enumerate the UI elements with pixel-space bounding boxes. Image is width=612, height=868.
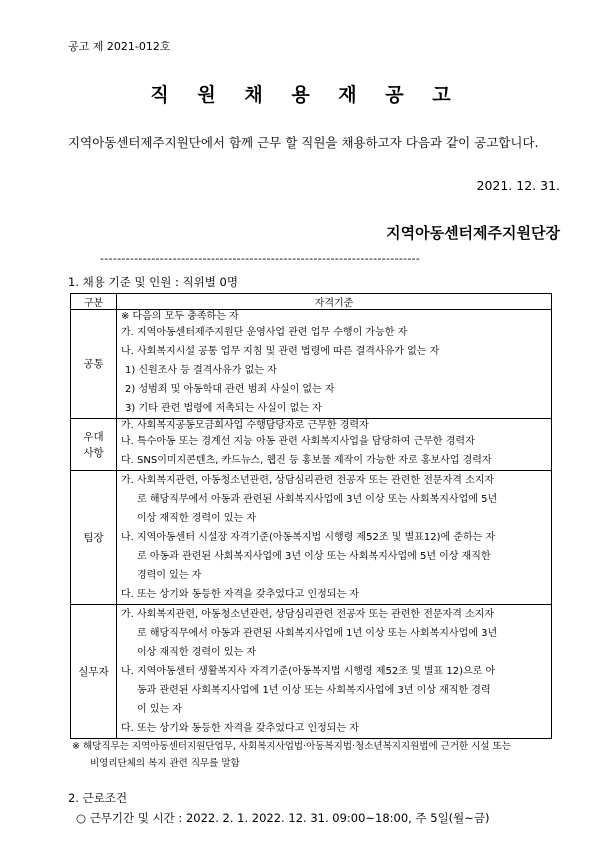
category-staff: 실무자 <box>71 605 117 739</box>
criteria-cell-staff <box>117 605 552 739</box>
criteria-line: 다. 또는 상기와 동등한 자격을 갖추었다고 인정되는 자 <box>121 589 359 600</box>
criteria-table <box>70 293 552 739</box>
footnote-line: 비영리단체의 복지 관련 직무를 말함 <box>90 758 240 769</box>
criteria-cell-team-leader <box>117 471 552 605</box>
notice-number: 공고 제 2021-012호 <box>68 40 171 53</box>
criteria-line: 나. 사회복지시설 공통 업무 지침 및 관련 법령에 따른 결격사유가 없는 자 <box>121 346 440 357</box>
criteria-line: 로 해당직무에서 아동과 관련된 사회복지사업에 1년 이상 또는 사회복지사업에 3년 <box>137 628 498 639</box>
criteria-line: 2) 성범죄 및 아동학대 관련 범죄 사실이 없는 자 <box>125 384 335 395</box>
criteria-line: 나. 지역아동센터 시설장 자격기준(아동복지법 시행령 제52조 및 별표12)에 준하는 자 <box>121 532 496 543</box>
criteria-line: 경력이 있는 자 <box>137 570 202 581</box>
criteria-line: 로 아동과 관련된 사회복지사업에 3년 이상 또는 사회복지사업에 5년 이상 재직한 <box>137 551 491 562</box>
section1-title: 1. 채용 기준 및 인원 : 직위별 0명 <box>68 275 238 289</box>
criteria-line: 로 해당직무에서 아동과 관련된 사회복지사업에 3년 이상 또는 사회복지사업에 5년 <box>137 494 498 505</box>
header-category: 구분 <box>71 294 117 310</box>
criteria-line: 가. 사회복지관련, 아동청소년관련, 상담심리관련 전공자 또는 관련한 전문자격 소지자 <box>121 609 495 620</box>
page-title: 직 원 채 용 재 공 고 <box>150 84 462 106</box>
organization-signature: 지역아동센터제주지원단장 <box>386 224 560 242</box>
section2-title: 2. 근로조건 <box>68 791 128 805</box>
criteria-line: 1) 신원조사 등 결격사유가 없는 자 <box>125 365 277 376</box>
category-team-leader: 팀장 <box>71 471 117 605</box>
criteria-cell-preferred <box>117 419 552 471</box>
criteria-line: 나. 특수아동 또는 경계선 지능 아동 관련 사회복지사업을 담당하여 근무한 경력자 <box>121 436 475 447</box>
table-row-team-leader <box>71 471 552 605</box>
criteria-line: 동과 관련된 사회복지사업에 1년 이상 또는 사회복지사업에 3년 이상 재직한 경력 <box>137 685 491 696</box>
table-row-common <box>71 310 552 419</box>
criteria-line: 가. 지역아동센터제주지원단 운영사업 관련 업무 수행이 가능한 자 <box>121 327 408 338</box>
criteria-line: 다. SNS이미지콘텐츠, 카드뉴스, 웹진 등 홍보물 제작이 가능한 자로 홍보사업 경력자 <box>121 455 492 466</box>
criteria-cell-common <box>117 310 552 419</box>
category-common: 공통 <box>71 310 117 419</box>
table-header-row <box>71 294 552 310</box>
work-period-item <box>76 810 490 826</box>
bullet-icon: ○ <box>76 811 87 825</box>
table-row-staff <box>71 605 552 739</box>
category-preferred: 우대 사항 <box>71 419 117 471</box>
footnote <box>72 738 560 772</box>
criteria-line: 3) 기타 관련 법령에 저촉되는 사실이 없는 자 <box>125 403 322 414</box>
criteria-line: 이 있는 자 <box>137 704 182 715</box>
intro-text: 지역아동센터제주지원단에서 함께 근무 할 직원을 채용하고자 다음과 같이 공고합니다. <box>68 135 539 150</box>
separator-line: --------------------------------------------------------------------------- <box>100 252 421 265</box>
criteria-line: ※ 다음의 모두 충족하는 자 <box>121 311 239 322</box>
table-row-preferred <box>71 419 552 471</box>
criteria-line: 가. 사회복지관련, 아동청소년관련, 상담심리관련 전공자 또는 관련한 전문자격 소지자 <box>121 475 495 486</box>
criteria-line: 다. 또는 상기와 동등한 자격을 갖추었다고 인정되는 자 <box>121 723 359 734</box>
criteria-line: 나. 지역아동센터 생활복지사 자격기준(아동복지법 시행령 제52조 및 별표 12)으로 아 <box>121 666 496 677</box>
header-criteria: 자격기준 <box>117 294 552 310</box>
criteria-line: 이상 재직한 경력이 있는 자 <box>137 513 256 524</box>
footnote-line: ※ 해당직무는 지역아동센터지원단업무, 사회복지사업법·아동복지법·청소년복지지원법에 근거한 시설 또는 <box>72 741 511 752</box>
notice-date: 2021. 12. 31. <box>476 178 560 193</box>
criteria-line: 가. 사회복지공동모금회사업 수행담당자로 근무한 경력자 <box>121 420 369 431</box>
work-period-text: 근무기간 및 시간 : 2022. 2. 1. 2022. 12. 31. 09:00~18:00, 주 5일(월~금) <box>89 811 490 825</box>
criteria-line: 이상 재직한 경력이 있는 자 <box>137 647 256 658</box>
